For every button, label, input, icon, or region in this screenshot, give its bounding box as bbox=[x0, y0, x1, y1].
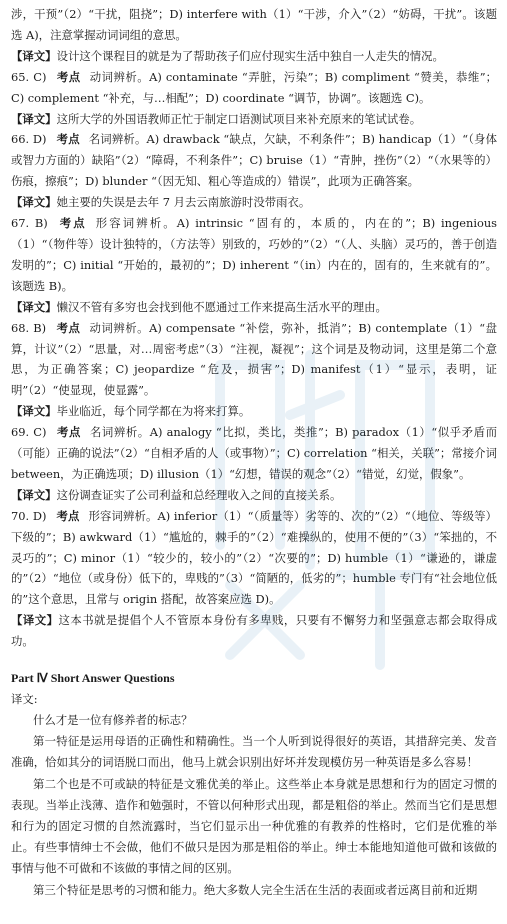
body-paragraph: 第二个也是不可或缺的特征是文雅优美的举止。这些举止本身就是思想和行为的固定习惯的表现。当举止浅薄、造作和勉强时，不管以何种形式出现，都是粗俗的举止。然而当它们是思想和行为的固定习惯的自然流露时，当它们显示出一种优雅的有教养的性格时，它们是优雅的举止。有些事情绅士不会做，他们不做只是因为那是粗俗的举止。绅士本能地知道他可做和该做的事情与他不可做和不该做的事情之间的区别。 bbox=[11, 776, 497, 876]
answer-66: 66. D) 考点 名词辨析。A) drawback “缺点，欠缺，不利条件”；B) handicap（1）“（身体或智力方面的）缺陷”（2）“障碍，不利条件”；C) bruise（1）“青肿，挫伤”（2）“（水果等的）伤痕，擦痕”；D) blunder “（因无知、粗心等造成的）错误”，此项为正确答案。 bbox=[11, 132, 497, 189]
kaodian-label: 考点 bbox=[56, 508, 80, 523]
kaodian-label: 考点 bbox=[56, 320, 81, 335]
kaodian-label: 考点 bbox=[57, 216, 87, 231]
item-continuation: 涉，干预”（2）“干扰，阻挠”；D) interfere with（1）“干涉，介入”（2）“妨碍，干扰”。该题选 A)，注意掌握动词词组的意思。 bbox=[11, 7, 497, 42]
translation-label: 【译文】 bbox=[11, 195, 57, 210]
translation-label: 【译文】 bbox=[11, 111, 57, 126]
answer-68: 68. B) 考点 动词辨析。A) compensate “补偿，弥补，抵消”；B) contemplate（1）“盘算，计议”（2）“思量，对…周密考虑”（3）“注视，凝视”；这个词是及物动词，这里是第二个意思，为正确答案；C) jeopardize “危及，损害”；D) manifest（1）“显示，表明，证明”（2）“使显现，使显露”。 bbox=[11, 320, 497, 398]
translation-64: 【译文】设计这个课程目的就是为了帮助孩子们应付现实生活中独自一人走失的情况。 bbox=[11, 48, 444, 63]
translation-label: 【译文】 bbox=[11, 487, 57, 502]
translation-70: 【译文】这本书就是提倡个人不管原本身份有多卑贱，只要有不懈努力和坚强意志都会取得成功。 bbox=[11, 613, 497, 649]
translation-label: 【译文】 bbox=[11, 404, 57, 419]
kaodian-label: 考点 bbox=[56, 425, 81, 440]
section-gap bbox=[11, 652, 497, 668]
answer-67: 67. B) 考点 形容词辨析。A) intrinsic “固有的，本质的，内在的”；B) ingenious（1）“（物件等）设计独特的，（方法等）别致的，巧妙的”（2）“（人、头脑）灵巧的，善于创造发明的”；C) initial “开始的，最初的”；D) inherent “（in）内在的，固有的，生来就有的”。该题选 B)。 bbox=[11, 216, 497, 293]
translation-label: 【译文】 bbox=[11, 613, 59, 628]
kaodian-label: 考点 bbox=[56, 69, 81, 84]
answer-69: 69. C) 考点 名词辨析。A) analogy “比拟，类比，类推”；B) paradox（1）“似乎矛盾而（可能）正确的说法”（2）“自相矛盾的人（或事物）”；C) correlation “相关，关联”；常接介词 between，为正确选项；D) illusion（1）“幻想，错误的观念”（2）“错觉，幻觉，假象”。 bbox=[11, 425, 497, 481]
translation-69: 【译文】这份调查证实了公司利益和总经理收入之间的直接关系。 bbox=[11, 487, 342, 502]
translation-67: 【译文】懒汉不管有多穷也会找到他不愿通过工作来提高生活水平的理由。 bbox=[11, 299, 387, 314]
body-paragraph: 第一特征是运用母语的正确性和精确性。当一个人听到说得很好的英语，其措辞完美、发音准确，恰如其分的词语脱口而出，他马上就会识别出好坏并发现模仿另一种英语是多么容易！ bbox=[11, 734, 497, 770]
translation-heading: 译文: bbox=[11, 692, 38, 706]
translation-label: 【译文】 bbox=[11, 299, 57, 314]
kaodian-label: 考点 bbox=[56, 132, 80, 147]
answer-65: 65. C) 考点 动词辨析。A) contaminate “弄脏，污染”；B) compliment “赞美，恭维”；C) complement “补充，与…相配”；D) coordinate “调节，协调”。该题选 C)。 bbox=[11, 69, 497, 105]
body-paragraph: 什么才是一位有修养者的标志？ bbox=[33, 712, 193, 727]
translation-65: 【译文】这所大学的外国语教师正忙于制定口语测试项目来补充原来的笔试试卷。 bbox=[11, 111, 422, 126]
translation-66: 【译文】她主要的失误是去年 7 月去云南旅游时没带雨衣。 bbox=[11, 195, 311, 210]
translation-68: 【译文】毕业临近，每个同学都在为将来打算。 bbox=[11, 404, 251, 419]
part-title: Part Ⅳ Short Answer Questions bbox=[11, 671, 175, 686]
body-paragraph: 第三个特征是思考的习惯和能力。绝大多数人完全生活在生活的表面或者远离目前和近期 bbox=[33, 882, 478, 897]
translation-label: 【译文】 bbox=[11, 48, 57, 63]
answer-70: 70. D) 考点 形容词辨析。A) inferior（1）“（质量等）劣等的、次的”（2）“（地位、等级等）下级的”；B) awkward（1）“尴尬的，棘手的”（2）“难操纵的，使用不便的”（3）“笨拙的，不灵巧的”；C) minor（1）“较少的，较小的”（2）“次要的”；D) humble（1）“谦逊的，谦虚的”（2）“地位（或身份）低下的，卑贱的”（3）“简陋的，低劣的”；humble 专门有“社会地位低的”这个意思，且常与 origin 搭配，故答案应选 D)。 bbox=[11, 508, 498, 607]
